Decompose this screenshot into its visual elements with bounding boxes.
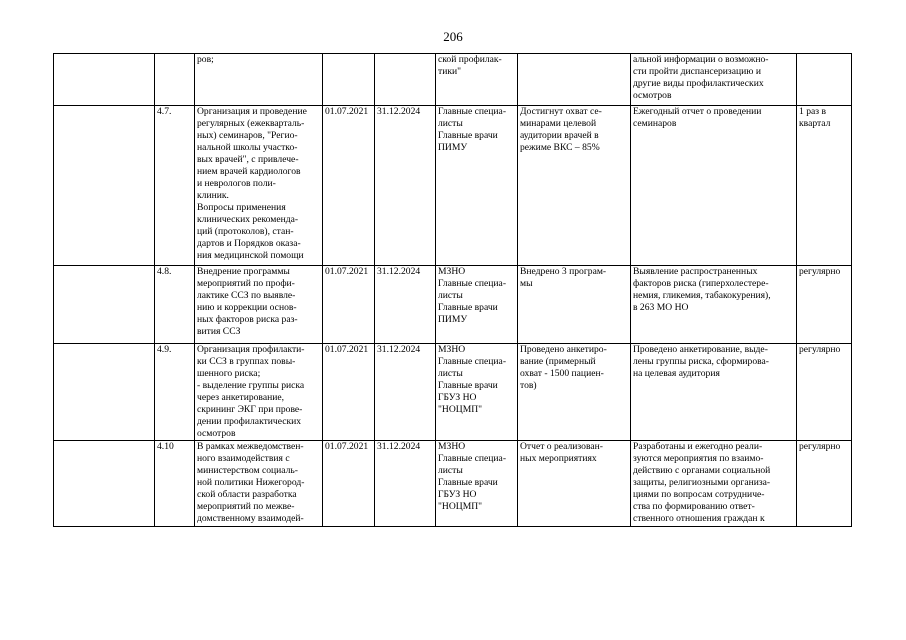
cell-text-line: немия, гликемия, табакокурения), bbox=[633, 290, 771, 301]
indicator-cell bbox=[518, 344, 631, 441]
cell-text-line: скрининг ЭКГ при прове- bbox=[197, 404, 303, 415]
cell-text-line: другие виды профилактических bbox=[633, 78, 764, 89]
cell-text-line: листы bbox=[438, 290, 463, 301]
cell-text-line: домственному взаимодей- bbox=[197, 513, 304, 524]
cell-text-line: вание (примерный bbox=[520, 356, 596, 367]
cell-text-line: на целевая аудитория bbox=[633, 368, 720, 379]
cell-text-line: ГБУЗ НО bbox=[438, 392, 477, 403]
cell-text-line: вития ССЗ bbox=[197, 326, 241, 337]
cell-text-line: ных факторов риска раз- bbox=[197, 314, 298, 325]
cell-text-line: 4.10 bbox=[157, 441, 174, 452]
table-row bbox=[54, 106, 852, 266]
cell-text-line: режиме ВКС – 85% bbox=[520, 142, 600, 153]
start-date-cell bbox=[323, 344, 375, 441]
cell-text-line: 31.12.2024 bbox=[377, 106, 421, 117]
periodicity-cell bbox=[797, 54, 852, 106]
cell-text-line: ций (протоколов), стан- bbox=[197, 226, 294, 237]
item-number-cell bbox=[155, 266, 195, 344]
start-date-cell bbox=[323, 106, 375, 266]
cell-text-line: минарами целевой bbox=[520, 118, 597, 129]
result-cell bbox=[631, 441, 797, 527]
cell-text-line: клинических рекоменда- bbox=[197, 214, 299, 225]
cell-text-line: в 263 МО НО bbox=[633, 302, 689, 313]
cell-text-line: аудитории врачей в bbox=[520, 130, 599, 141]
cell-text-line: Главные врачи bbox=[438, 380, 498, 391]
cell-text-line: МЗНО bbox=[438, 441, 466, 452]
start-date-cell bbox=[323, 441, 375, 527]
result-cell bbox=[631, 54, 797, 106]
cell-text-line: Разработаны и ежегодно реали- bbox=[633, 441, 763, 452]
cell-text-line: - выделение группы риска bbox=[197, 380, 305, 391]
cell-text-line: "НОЦМП" bbox=[438, 404, 483, 415]
cell-text-line: ния медицинской помощи bbox=[197, 250, 304, 261]
periodicity-cell bbox=[797, 266, 852, 344]
cell-text-line: Организация профилакти- bbox=[197, 344, 305, 355]
responsible-cell bbox=[436, 266, 518, 344]
cell-text-line: листы bbox=[438, 368, 463, 379]
cell-text-line: тики" bbox=[438, 66, 462, 77]
cell-text-line: и неврологов поли- bbox=[197, 178, 276, 189]
periodicity-cell bbox=[797, 344, 852, 441]
cell-text-line: Внедрение программы bbox=[197, 266, 290, 277]
cell-text-line: охват - 1500 пациен- bbox=[520, 368, 604, 379]
cell-text-line: Выявление распространенных bbox=[633, 266, 758, 277]
cell-text-line: Организация и проведение bbox=[197, 106, 307, 117]
cell-text-line: ской профилак- bbox=[438, 54, 502, 65]
cell-text-line: лены группы риска, сформирова- bbox=[633, 356, 769, 367]
cell-text-line: ной политики Нижегород- bbox=[197, 477, 305, 488]
result-cell bbox=[631, 266, 797, 344]
cell-text-line: квартал bbox=[799, 118, 831, 129]
cell-text-line: Проведено анкетиро- bbox=[520, 344, 607, 355]
cell-text-line: нием врачей кардиологов bbox=[197, 166, 301, 177]
cell-text-line: мероприятий по межве- bbox=[197, 501, 295, 512]
cell-text-line: вых врачей", с привлече- bbox=[197, 154, 299, 165]
cell-text-line: Ежегодный отчет о проведении bbox=[633, 106, 762, 117]
cell-text-line: листы bbox=[438, 118, 463, 129]
cell-text-line: ных мероприятиях bbox=[520, 453, 597, 464]
table-row bbox=[54, 54, 852, 106]
cell-text-line: Главные специа- bbox=[438, 356, 507, 367]
cell-text-line: ПИМУ bbox=[438, 314, 468, 325]
indicator-cell bbox=[518, 266, 631, 344]
cell-text-line: Проведено анкетирование, выде- bbox=[633, 344, 768, 355]
cell-text-line: 4.9. bbox=[157, 344, 172, 355]
empty-cell bbox=[54, 344, 155, 441]
cell-text-line: зуются мероприятия по взаимо- bbox=[633, 453, 764, 464]
periodicity-cell bbox=[797, 441, 852, 527]
table-row bbox=[54, 266, 852, 344]
cell-text-line: 01.07.2021 bbox=[325, 441, 369, 452]
cell-text-line: семинаров bbox=[633, 118, 677, 129]
cell-text-line: дартов и Порядков оказа- bbox=[197, 238, 301, 249]
measure-name-cell bbox=[195, 266, 323, 344]
cell-text-line: нальной школы участко- bbox=[197, 142, 298, 153]
cell-text-line: сти пройти диспансеризацию и bbox=[633, 66, 761, 77]
cell-text-line: Вопросы применения bbox=[197, 202, 286, 213]
empty-cell bbox=[54, 106, 155, 266]
responsible-cell bbox=[436, 54, 518, 106]
cell-text-line: ного взаимодействия с bbox=[197, 453, 290, 464]
item-number-cell bbox=[155, 441, 195, 527]
end-date-cell bbox=[375, 106, 436, 266]
cell-text-line: регулярно bbox=[799, 266, 841, 277]
cell-text-line: ственного отношения граждан к bbox=[633, 513, 765, 524]
cell-text-line: тов) bbox=[520, 380, 537, 391]
cell-text-line: 01.07.2021 bbox=[325, 266, 369, 277]
cell-text-line: дении профилактических bbox=[197, 416, 302, 427]
cell-text-line: листы bbox=[438, 465, 463, 476]
cell-text-line: альной информации о возможно- bbox=[633, 54, 769, 65]
cell-text-line: Главные врачи bbox=[438, 130, 498, 141]
cell-text-line: ГБУЗ НО bbox=[438, 489, 477, 500]
cell-text-line: лактике ССЗ по выявле- bbox=[197, 290, 296, 301]
cell-text-line: Внедрено 3 програм- bbox=[520, 266, 607, 277]
cell-text-line: Главные врачи bbox=[438, 302, 498, 313]
end-date-cell bbox=[375, 266, 436, 344]
periodicity-cell bbox=[797, 106, 852, 266]
measure-name-cell bbox=[195, 54, 323, 106]
cell-text-line: Главные специа- bbox=[438, 278, 507, 289]
cell-text-line: МЗНО bbox=[438, 266, 466, 277]
cell-text-line: действию с органами социальной bbox=[633, 465, 771, 476]
indicator-cell bbox=[518, 54, 631, 106]
cell-text-line: регулярно bbox=[799, 441, 841, 452]
empty-cell bbox=[54, 266, 155, 344]
cell-text-line: факторов риска (гиперхолестере- bbox=[633, 278, 769, 289]
item-number-cell bbox=[155, 344, 195, 441]
cell-text-line: клиник. bbox=[197, 190, 229, 201]
end-date-cell bbox=[375, 441, 436, 527]
cell-text-line: ства по формированию ответ- bbox=[633, 501, 755, 512]
measures-table bbox=[53, 53, 852, 527]
cell-text-line: МЗНО bbox=[438, 344, 466, 355]
cell-text-line: нию и коррекции основ- bbox=[197, 302, 297, 313]
cell-text-line: В рамках межведомствен- bbox=[197, 441, 304, 452]
cell-text-line: ров; bbox=[197, 54, 214, 65]
page-number: 206 bbox=[443, 29, 463, 44]
measure-name-cell bbox=[195, 106, 323, 266]
end-date-cell bbox=[375, 344, 436, 441]
cell-text-line: Достигнут охват се- bbox=[520, 106, 602, 117]
responsible-cell bbox=[436, 344, 518, 441]
cell-text-line: шенного риска; bbox=[197, 368, 261, 379]
cell-text-line: ской области разработка bbox=[197, 489, 297, 500]
cell-text-line: Главные специа- bbox=[438, 106, 507, 117]
empty-cell bbox=[54, 54, 155, 106]
measure-name-cell bbox=[195, 344, 323, 441]
cell-text-line: осмотров bbox=[197, 428, 236, 439]
cell-text-line: осмотров bbox=[633, 90, 672, 101]
end-date-cell bbox=[375, 54, 436, 106]
start-date-cell bbox=[323, 266, 375, 344]
cell-text-line: 31.12.2024 bbox=[377, 344, 421, 355]
indicator-cell bbox=[518, 106, 631, 266]
cell-text-line: регулярно bbox=[799, 344, 841, 355]
cell-text-line: Отчет о реализован- bbox=[520, 441, 603, 452]
responsible-cell bbox=[436, 106, 518, 266]
cell-text-line: 31.12.2024 bbox=[377, 266, 421, 277]
result-cell bbox=[631, 106, 797, 266]
cell-text-line: 01.07.2021 bbox=[325, 344, 369, 355]
indicator-cell bbox=[518, 441, 631, 527]
cell-text-line: циями по вопросам сотрудниче- bbox=[633, 489, 765, 500]
cell-text-line: Главные специа- bbox=[438, 453, 507, 464]
cell-text-line: ки ССЗ в группах повы- bbox=[197, 356, 296, 367]
cell-text-line: ных) семинаров, "Регио- bbox=[197, 130, 298, 141]
cell-text-line: министерством социаль- bbox=[197, 465, 299, 476]
measure-name-cell bbox=[195, 441, 323, 527]
table-row bbox=[54, 441, 852, 527]
cell-text-line: 01.07.2021 bbox=[325, 106, 369, 117]
cell-text-line: мероприятий по профи- bbox=[197, 278, 295, 289]
cell-text-line: через анкетирование, bbox=[197, 392, 285, 403]
cell-text-line: "НОЦМП" bbox=[438, 501, 483, 512]
cell-text-line: защиты, религиозными организа- bbox=[633, 477, 771, 488]
cell-text-line: 4.7. bbox=[157, 106, 172, 117]
item-number-cell bbox=[155, 106, 195, 266]
result-cell bbox=[631, 344, 797, 441]
cell-text-line: мы bbox=[520, 278, 533, 289]
table-row bbox=[54, 344, 852, 441]
empty-cell bbox=[54, 441, 155, 527]
cell-text-line: Главные врачи bbox=[438, 477, 498, 488]
cell-text-line: 4.8. bbox=[157, 266, 172, 277]
responsible-cell bbox=[436, 441, 518, 527]
cell-text-line: регулярных (ежекварталь- bbox=[197, 118, 305, 129]
start-date-cell bbox=[323, 54, 375, 106]
cell-text-line: 1 раз в bbox=[799, 106, 826, 117]
cell-text-line: ПИМУ bbox=[438, 142, 468, 153]
item-number-cell bbox=[155, 54, 195, 106]
cell-text-line: 31.12.2024 bbox=[377, 441, 421, 452]
